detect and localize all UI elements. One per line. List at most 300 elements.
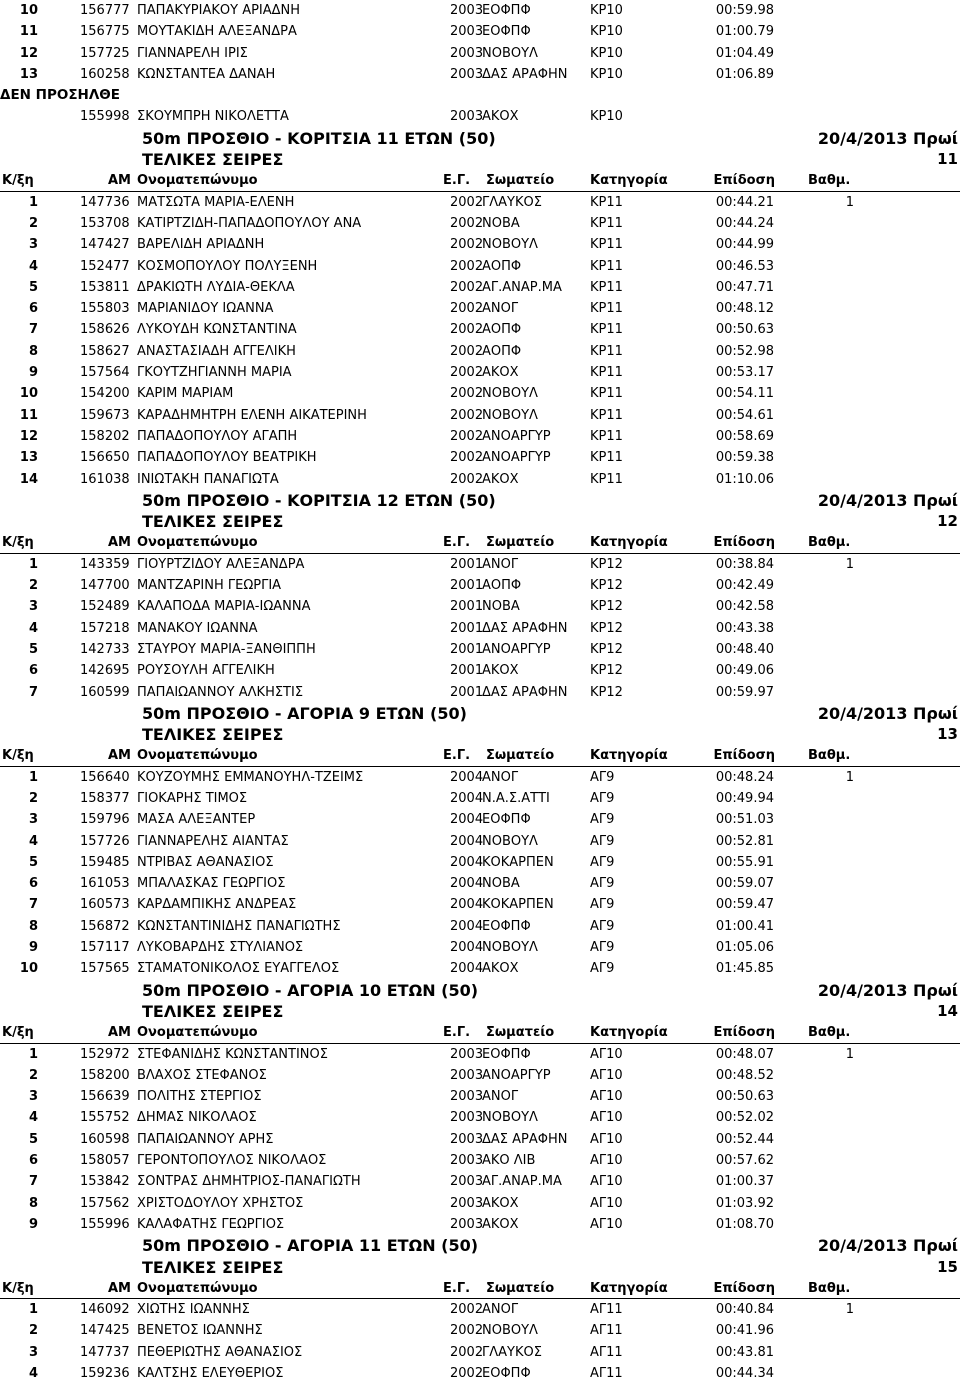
cell-time: 00:49.06	[715, 663, 774, 679]
event-subtitle: ΤΕΛΙΚΕΣ ΣΕΙΡΕΣ	[142, 1257, 284, 1277]
cell-name: ΔΗΜΑΣ ΝΙΚΟΛΑΟΣ	[137, 1110, 257, 1126]
cell-year: 2002	[450, 1323, 484, 1339]
cell-am: 157218	[80, 620, 130, 636]
cell-year: 2001	[450, 663, 484, 679]
cell-cat: ΚΡ11	[590, 386, 623, 402]
cell-rank: 8	[28, 343, 38, 359]
cell-name: ΠΑΠΑΔΟΠΟΥΛΟΥ ΑΓΑΠΗ	[137, 428, 298, 444]
cell-rank: 4	[28, 258, 38, 274]
result-row	[0, 1086, 960, 1107]
header-year: Ε.Γ.	[443, 173, 471, 189]
cell-am: 142695	[80, 663, 130, 679]
cell-club: ΑΚΟΧ	[482, 1195, 519, 1211]
result-row	[0, 213, 960, 234]
cell-club: ΑΝΟΓ	[482, 301, 519, 317]
result-row	[0, 362, 960, 383]
cell-year: 2002	[450, 301, 484, 317]
cell-name: ΜΟΥΤΑΚΙΔΗ ΑΛΕΞΑΝΔΡΑ	[137, 24, 297, 40]
cell-year: 2002	[450, 365, 484, 381]
cell-rank: 5	[28, 854, 38, 870]
cell-am: 147427	[80, 237, 130, 253]
result-row	[0, 64, 960, 85]
cell-am: 156650	[80, 450, 130, 466]
cell-year: 2003	[450, 3, 484, 18]
cell-year: 2002	[450, 450, 484, 466]
cell-club: ΕΟΦΠΦ	[482, 3, 531, 18]
event-number: 15	[937, 1257, 958, 1276]
header-am: ΑΜ	[108, 173, 131, 189]
cell-cat: ΑΓ10	[590, 1174, 623, 1190]
event-date: 20/4/2013 Πρωί	[817, 980, 958, 1000]
cell-time: 01:45.85	[715, 961, 774, 977]
event-title: 50m ΠΡΟΣΘΙΟ - ΚΟΡΙΤΣΙΑ 12 ΕΤΩΝ (50)	[142, 490, 496, 510]
cell-am: 157117	[80, 940, 130, 956]
cell-rank: 4	[28, 1110, 38, 1126]
cell-time: 00:50.63	[715, 1089, 774, 1105]
cell-club: ΚΟΚΑΡΠΕΝ	[482, 897, 554, 913]
cell-rank: 2	[28, 790, 38, 806]
cell-name: ΧΡΙΣΤΟΔΟΥΛΟΥ ΧΡΗΣΤΟΣ	[137, 1195, 304, 1211]
cell-cat: ΚΡ12	[590, 641, 623, 657]
cell-am: 160599	[80, 684, 130, 700]
header-rank: Κ/ξη	[2, 1280, 34, 1296]
cell-time: 00:59.47	[715, 897, 774, 913]
cell-am: 154200	[80, 386, 130, 402]
cell-rank: 3	[28, 599, 38, 615]
cell-cat: ΚΡ11	[590, 279, 623, 295]
cell-cat: ΚΡ12	[590, 684, 623, 700]
cell-rank: 2	[28, 1067, 38, 1083]
cell-am: 156777	[80, 3, 130, 18]
cell-club: ΝΟΒΑ	[482, 876, 520, 892]
cell-time: 00:44.34	[715, 1366, 774, 1381]
result-row	[0, 873, 960, 894]
event-date: 20/4/2013 Πρωί	[817, 490, 958, 510]
cell-am: 157562	[80, 1195, 130, 1211]
result-row	[0, 767, 960, 788]
cell-rank: 4	[28, 833, 38, 849]
cell-pts: 1	[845, 556, 854, 572]
cell-club: ΑΚΟΧ	[482, 109, 519, 125]
cell-time: 00:52.44	[715, 1131, 774, 1147]
header-year: Ε.Γ.	[443, 535, 471, 551]
header-club: Σωματείο	[486, 173, 555, 189]
cell-year: 2002	[450, 194, 484, 210]
cell-name: ΠΕΘΕΡΙΩΤΗΣ ΑΘΑΝΑΣΙΟΣ	[137, 1344, 303, 1360]
event-number: 14	[937, 1001, 958, 1020]
cell-year: 2003	[450, 109, 484, 125]
cell-am: 156872	[80, 918, 130, 934]
cell-year: 2004	[450, 961, 484, 977]
cell-cat: ΚΡ11	[590, 215, 623, 231]
cell-name: ΙΝΙΩΤΑΚΗ ΠΑΝΑΓΙΩΤΑ	[137, 471, 279, 487]
cell-am: 143359	[80, 556, 130, 572]
result-row	[0, 1150, 960, 1171]
cell-cat: ΚΡ12	[590, 578, 623, 594]
result-row	[0, 0, 960, 21]
event-title: 50m ΠΡΟΣΘΙΟ - ΑΓΟΡΙΑ 9 ΕΤΩΝ (50)	[142, 703, 467, 723]
cell-name: ΓΚΟΥΤΖΗΓΙΑΝΝΗ ΜΑΡΙΑ	[137, 365, 292, 381]
cell-time: 00:52.81	[715, 833, 774, 849]
cell-time: 01:00.41	[715, 918, 774, 934]
cell-cat: ΑΓ11	[590, 1302, 623, 1318]
cell-club: ΑΝΟΑΡΓΥΡ	[482, 450, 551, 466]
result-row	[0, 341, 960, 362]
cell-club: ΑΚΟΧ	[482, 365, 519, 381]
header-rank: Κ/ξη	[2, 535, 34, 551]
cell-rank: 6	[28, 1153, 38, 1169]
header-club: Σωματείο	[486, 748, 555, 764]
header-time: Επίδοση	[713, 535, 775, 551]
cell-cat: ΑΓ9	[590, 769, 615, 785]
cell-year: 2004	[450, 940, 484, 956]
cell-club: ΝΟΒΟΥΛ	[482, 833, 538, 849]
cell-name: ΣΟΝΤΡΑΣ ΔΗΜΗΤΡΙΟΣ-ΠΑΝΑΓΙΩΤΗ	[137, 1174, 361, 1190]
cell-cat: ΑΓ9	[590, 833, 615, 849]
cell-name: ΜΑΝΑΚΟΥ ΙΩΑΝΝΑ	[137, 620, 258, 636]
cell-year: 2003	[450, 1174, 484, 1190]
cell-cat: ΑΓ10	[590, 1131, 623, 1147]
result-row	[0, 298, 960, 319]
result-row	[0, 1044, 960, 1065]
cell-cat: ΚΡ12	[590, 556, 623, 572]
result-row	[0, 43, 960, 64]
cell-cat: ΑΓ9	[590, 876, 615, 892]
cell-time: 00:38.84	[715, 556, 774, 572]
cell-pts: 1	[845, 1046, 854, 1062]
cell-cat: ΑΓ9	[590, 940, 615, 956]
cell-am: 146092	[80, 1302, 130, 1318]
event-subtitle-row	[0, 511, 960, 532]
cell-name: ΡΟΥΣΟΥΛΗ ΑΓΓΕΛΙΚΗ	[137, 663, 275, 679]
cell-year: 2002	[450, 471, 484, 487]
cell-am: 157564	[80, 365, 130, 381]
header-club: Σωματείο	[486, 1280, 555, 1296]
event-title-row	[0, 490, 960, 511]
cell-cat: ΚΡ11	[590, 365, 623, 381]
cell-time: 00:48.12	[715, 301, 774, 317]
cell-name: ΠΑΠΑΙΩΑΝΝΟΥ ΑΛΚΗΣΤΙΣ	[137, 684, 304, 700]
header-name: Ονοματεπώνυμο	[137, 535, 258, 551]
cell-time: 00:51.03	[715, 812, 774, 828]
cell-year: 2002	[450, 279, 484, 295]
cell-year: 2003	[450, 45, 484, 61]
cell-am: 159485	[80, 854, 130, 870]
header-cat: Κατηγορία	[590, 748, 668, 764]
cell-am: 157565	[80, 961, 130, 977]
cell-club: ΓΛΑΥΚΟΣ	[482, 194, 542, 210]
cell-rank: 7	[28, 322, 38, 338]
result-row	[0, 937, 960, 958]
cell-club: ΑΟΠΦ	[482, 322, 522, 338]
result-row	[0, 554, 960, 575]
cell-rank: 9	[28, 365, 38, 381]
cell-time: 00:44.99	[715, 237, 774, 253]
result-row	[0, 596, 960, 617]
cell-cat: ΑΓ10	[590, 1195, 623, 1211]
cell-club: ΑΝΟΓ	[482, 556, 519, 572]
result-row	[0, 1065, 960, 1086]
header-am: ΑΜ	[108, 1025, 131, 1041]
result-row	[0, 1214, 960, 1235]
cell-cat: ΑΓ11	[590, 1344, 623, 1360]
cell-club: ΔΑΣ ΑΡΑΦΗΝ	[482, 620, 568, 636]
cell-club: ΑΟΠΦ	[482, 578, 522, 594]
cell-name: ΣΤΑΜΑΤΟΝΙΚΟΛΟΣ ΕΥΑΓΓΕΛΟΣ	[137, 961, 340, 977]
cell-name: ΓΙΟΚΑΡΗΣ ΤΙΜΟΣ	[137, 790, 248, 806]
cell-rank: 5	[28, 279, 38, 295]
cell-rank: 10	[19, 386, 38, 402]
cell-club: ΕΟΦΠΦ	[482, 1366, 531, 1381]
event-title: 50m ΠΡΟΣΘΙΟ - ΑΓΟΡΙΑ 11 ΕΤΩΝ (50)	[142, 1236, 479, 1256]
cell-name: ΚΑΛΤΣΗΣ ΕΛΕΥΘΕΡΙΟΣ	[137, 1366, 284, 1381]
header-year: Ε.Γ.	[443, 748, 471, 764]
cell-rank: 8	[28, 918, 38, 934]
cell-cat: ΑΓ11	[590, 1366, 623, 1381]
result-row	[0, 831, 960, 852]
cell-club: ΑΚΟΧ	[482, 471, 519, 487]
cell-year: 2002	[450, 407, 484, 423]
cell-year: 2003	[450, 1216, 484, 1232]
cell-time: 00:54.61	[715, 407, 774, 423]
event-number: 11	[937, 150, 958, 169]
cell-name: ΝΤΡΙΒΑΣ ΑΘΑΝΑΣΙΟΣ	[137, 854, 274, 870]
cell-am: 159673	[80, 407, 130, 423]
cell-club: ΑΟΠΦ	[482, 343, 522, 359]
column-header-row	[0, 745, 960, 766]
result-row	[0, 1193, 960, 1214]
cell-rank: 12	[19, 45, 38, 61]
cell-cat: ΚΡ10	[590, 66, 623, 82]
header-time: Επίδοση	[713, 173, 775, 189]
event-title: 50m ΠΡΟΣΘΙΟ - ΑΓΟΡΙΑ 10 ΕΤΩΝ (50)	[142, 980, 479, 1000]
cell-time: 00:59.07	[715, 876, 774, 892]
cell-time: 00:59.98	[715, 3, 774, 18]
cell-am: 153842	[80, 1174, 130, 1190]
cell-cat: ΚΡ12	[590, 663, 623, 679]
event-number: 12	[937, 512, 958, 531]
cell-cat: ΑΓ10	[590, 1046, 623, 1062]
cell-rank: 2	[28, 1323, 38, 1339]
cell-am: 160573	[80, 897, 130, 913]
cell-year: 2003	[450, 1110, 484, 1126]
result-row	[0, 21, 960, 42]
cell-club: ΔΑΣ ΑΡΑΦΗΝ	[482, 66, 568, 82]
cell-am: 147736	[80, 194, 130, 210]
cell-rank: 1	[28, 769, 38, 785]
cell-am: 160258	[80, 66, 130, 82]
cell-club: ΑΚΟΧ	[482, 961, 519, 977]
result-row	[0, 277, 960, 298]
cell-year: 2004	[450, 897, 484, 913]
header-rank: Κ/ξη	[2, 748, 34, 764]
cell-cat: ΚΡ11	[590, 407, 623, 423]
cell-am: 158200	[80, 1067, 130, 1083]
cell-cat: ΚΡ11	[590, 450, 623, 466]
cell-time: 00:42.58	[715, 599, 774, 615]
cell-time: 01:04.49	[715, 45, 774, 61]
cell-time: 00:40.84	[715, 1302, 774, 1318]
header-name: Ονοματεπώνυμο	[137, 1280, 258, 1296]
cell-rank: 9	[28, 940, 38, 956]
event-date: 20/4/2013 Πρωί	[817, 128, 958, 148]
header-rank: Κ/ξη	[2, 1025, 34, 1041]
result-row	[0, 575, 960, 596]
cell-am: 147425	[80, 1323, 130, 1339]
event-title-row	[0, 128, 960, 149]
absent-heading	[0, 85, 960, 106]
cell-cat: ΚΡ10	[590, 109, 623, 125]
cell-club: ΚΟΚΑΡΠΕΝ	[482, 854, 554, 870]
cell-am: 156775	[80, 24, 130, 40]
cell-am: 158057	[80, 1153, 130, 1169]
cell-name: ΚΑΤΙΡΤΖΙΔΗ-ΠΑΠΑΔΟΠΟΥΛΟΥ ΑΝΑ	[137, 215, 362, 231]
cell-name: ΚΑΡΑΔΗΜΗΤΡΗ ΕΛΕΝΗ ΑΙΚΑΤΕΡΙΝΗ	[137, 407, 367, 423]
cell-club: ΑΝΟΓ	[482, 769, 519, 785]
result-row	[0, 788, 960, 809]
cell-name: ΛΥΚΟΒΑΡΔΗΣ ΣΤΥΛΙΑΝΟΣ	[137, 940, 304, 956]
cell-year: 2004	[450, 812, 484, 828]
absent-label: ΔΕΝ ΠΡΟΣΗΛΘΕ	[0, 87, 121, 104]
header-pts: Βαθμ.	[808, 1025, 851, 1041]
cell-rank: 5	[28, 641, 38, 657]
cell-club: ΝΟΒΟΥΛ	[482, 386, 538, 402]
cell-time: 00:48.07	[715, 1046, 774, 1062]
cell-cat: ΑΓ10	[590, 1110, 623, 1126]
cell-year: 2003	[450, 1153, 484, 1169]
cell-cat: ΚΡ12	[590, 620, 623, 636]
cell-rank: 1	[28, 556, 38, 572]
cell-cat: ΚΡ11	[590, 258, 623, 274]
cell-year: 2002	[450, 1366, 484, 1381]
cell-name: ΚΑΡΔΑΜΠΙΚΗΣ ΑΝΔΡΕΑΣ	[137, 897, 297, 913]
event-title-row	[0, 703, 960, 724]
cell-year: 2004	[450, 790, 484, 806]
header-cat: Κατηγορία	[590, 1280, 668, 1296]
cell-name: ΚΑΛΑΦΑΤΗΣ ΓΕΩΡΓΙΟΣ	[137, 1216, 285, 1232]
cell-pts: 1	[845, 769, 854, 785]
cell-time: 00:57.62	[715, 1153, 774, 1169]
cell-name: ΜΑΡΙΑΝΙΔΟΥ ΙΩΑΝΝΑ	[137, 301, 274, 317]
cell-name: ΜΑΤΣΩΤΑ ΜΑΡΙΑ-ΕΛΕΝΗ	[137, 194, 295, 210]
event-subtitle: ΤΕΛΙΚΕΣ ΣΕΙΡΕΣ	[142, 150, 284, 170]
cell-time: 00:41.96	[715, 1323, 774, 1339]
cell-year: 2002	[450, 1344, 484, 1360]
cell-time: 00:54.11	[715, 386, 774, 402]
event-subtitle-row	[0, 724, 960, 745]
cell-pts: 1	[845, 1302, 854, 1318]
cell-time: 00:58.69	[715, 428, 774, 444]
event-subtitle-row	[0, 1257, 960, 1278]
result-row	[0, 1107, 960, 1128]
cell-name: ΠΑΠΑΙΩΑΝΝΟΥ ΑΡΗΣ	[137, 1131, 274, 1147]
cell-time: 00:42.49	[715, 578, 774, 594]
cell-am: 152972	[80, 1046, 130, 1062]
header-time: Επίδοση	[713, 748, 775, 764]
result-row	[0, 1171, 960, 1192]
cell-time: 01:00.79	[715, 24, 774, 40]
cell-rank: 11	[19, 407, 38, 423]
cell-cat: ΚΡ11	[590, 428, 623, 444]
cell-rank: 7	[28, 897, 38, 913]
cell-club: ΝΟΒΑ	[482, 599, 520, 615]
cell-am: 156639	[80, 1089, 130, 1105]
header-year: Ε.Γ.	[443, 1280, 471, 1296]
cell-am: 161053	[80, 876, 130, 892]
cell-cat: ΚΡ11	[590, 301, 623, 317]
cell-rank: 14	[19, 471, 38, 487]
cell-club: ΝΟΒΟΥΛ	[482, 1110, 538, 1126]
result-row	[0, 1299, 960, 1320]
cell-club: ΑΚΟΧ	[482, 1216, 519, 1232]
cell-time: 00:52.02	[715, 1110, 774, 1126]
cell-time: 00:43.81	[715, 1344, 774, 1360]
cell-club: ΑΝΟΑΡΓΥΡ	[482, 428, 551, 444]
cell-am: 157725	[80, 45, 130, 61]
cell-year: 2004	[450, 876, 484, 892]
event-subtitle: ΤΕΛΙΚΕΣ ΣΕΙΡΕΣ	[142, 512, 284, 532]
cell-name: ΑΝΑΣΤΑΣΙΑΔΗ ΑΓΓΕΛΙΚΗ	[137, 343, 296, 359]
cell-name: ΚΩΝΣΤΑΝΤΙΝΙΔΗΣ ΠΑΝΑΓΙΩΤΗΣ	[137, 918, 341, 934]
cell-year: 2002	[450, 428, 484, 444]
cell-am: 153708	[80, 215, 130, 231]
cell-cat: ΑΓ10	[590, 1089, 623, 1105]
cell-club: ΕΟΦΠΦ	[482, 24, 531, 40]
header-cat: Κατηγορία	[590, 1025, 668, 1041]
result-row	[0, 469, 960, 490]
cell-rank: 6	[28, 663, 38, 679]
cell-cat: ΚΡ10	[590, 3, 623, 18]
cell-club: ΓΛΑΥΚΟΣ	[482, 1344, 542, 1360]
cell-cat: ΑΓ10	[590, 1216, 623, 1232]
cell-year: 2003	[450, 24, 484, 40]
cell-year: 2001	[450, 684, 484, 700]
cell-am: 158202	[80, 428, 130, 444]
cell-year: 2003	[450, 1046, 484, 1062]
cell-club: ΝΟΒΟΥΛ	[482, 940, 538, 956]
event-date: 20/4/2013 Πρωί	[817, 1236, 958, 1256]
cell-am: 147700	[80, 578, 130, 594]
cell-club: ΑΝΟΑΡΓΥΡ	[482, 1067, 551, 1083]
cell-cat: ΑΓ9	[590, 812, 615, 828]
cell-name: ΓΙΟΥΡΤΖΙΔΟΥ ΑΛΕΞΑΝΔΡΑ	[137, 556, 305, 572]
cell-cat: ΚΡ11	[590, 237, 623, 253]
result-row	[0, 447, 960, 468]
result-row	[0, 106, 960, 127]
result-row	[0, 426, 960, 447]
cell-rank: 4	[28, 1366, 38, 1381]
cell-club: ΕΟΦΠΦ	[482, 812, 531, 828]
event-date: 20/4/2013 Πρωί	[817, 703, 958, 723]
cell-am: 155998	[80, 109, 130, 125]
cell-year: 2004	[450, 769, 484, 785]
cell-club: ΕΟΦΠΦ	[482, 1046, 531, 1062]
header-name: Ονοματεπώνυμο	[137, 1025, 258, 1041]
cell-rank: 3	[28, 1344, 38, 1360]
cell-time: 01:00.37	[715, 1174, 774, 1190]
cell-rank: 7	[28, 1174, 38, 1190]
cell-am: 159796	[80, 812, 130, 828]
cell-name: ΓΙΑΝΝΑΡΕΛΗ ΙΡΙΣ	[137, 45, 248, 61]
cell-cat: ΚΡ11	[590, 322, 623, 338]
header-pts: Βαθμ.	[808, 1280, 851, 1296]
cell-name: ΚΑΛΑΠΟΔΑ ΜΑΡΙΑ-ΙΩΑΝΝΑ	[137, 599, 311, 615]
header-time: Επίδοση	[713, 1280, 775, 1296]
result-row	[0, 894, 960, 915]
cell-time: 01:05.06	[715, 940, 774, 956]
cell-rank: 4	[28, 620, 38, 636]
cell-cat: ΚΡ10	[590, 24, 623, 40]
